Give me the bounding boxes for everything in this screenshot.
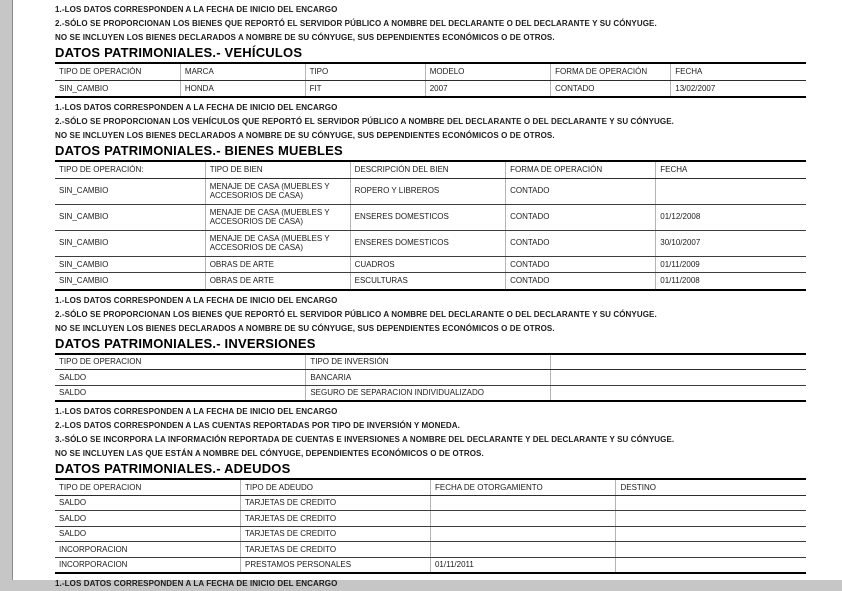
table-cell: SALDO — [55, 511, 240, 527]
table-cell: MENAJE DE CASA (MUEBLES Y ACCESORIOS DE CASA) — [205, 230, 350, 256]
table-row — [55, 256, 806, 273]
table-cell: CONTADO — [506, 273, 656, 290]
table-cell: 01/11/2008 — [656, 273, 806, 290]
table-header-row — [55, 63, 806, 80]
table-cell: SALDO — [59, 388, 87, 397]
note-line: NO SE INCLUYEN LAS QUE ESTÁN A NOMBRE DEL CÓNYUGE, DEPENDIENTES ECONÓMICOS O DE OTROS. — [55, 449, 484, 458]
table-cell: ENSERES DOMESTICOS — [350, 204, 505, 230]
top-notes-block — [55, 3, 806, 45]
table-cell: CONTADO — [506, 256, 656, 273]
table-row — [55, 526, 806, 542]
table-cell: SIN_CAMBIO — [55, 230, 205, 256]
column-header: MODELO — [425, 63, 550, 80]
table-row — [55, 385, 806, 401]
table-row — [55, 542, 806, 558]
column-header: TIPO DE ADEUDO — [240, 479, 430, 495]
table-cell: SALDO — [55, 495, 240, 511]
table-header-row — [55, 354, 806, 370]
table-cell — [430, 542, 615, 558]
adeudos-table — [55, 478, 806, 574]
note-line: NO SE INCLUYEN LOS BIENES DECLARADOS A NOMBRE DE SU CÓNYUGE, SUS DEPENDIENTES ECONÓMICOS O DE OTROS. — [55, 33, 555, 42]
table-cell — [430, 495, 615, 511]
table-cell — [430, 526, 615, 542]
note-line: 2.-SÓLO SE PROPORCIONAN LOS BIENES QUE REPORTÓ EL SERVIDOR PÚBLICO A NOMBRE DEL DECLARANTE O DEL DECLARANTE Y SU CÓNYUGE. — [55, 309, 657, 319]
column-header: FECHA — [656, 161, 806, 178]
table-cell: CONTADO — [506, 204, 656, 230]
note-line: 1.-LOS DATOS CORRESPONDEN A LA FECHA DE INICIO DEL ENCARGO — [55, 407, 338, 416]
bienes-muebles-table — [55, 160, 806, 291]
table-cell: CONTADO — [506, 230, 656, 256]
note-line: 1.-LOS DATOS CORRESPONDEN A LA FECHA DE INICIO DEL ENCARGO — [55, 5, 338, 14]
table-cell: OBRAS DE ARTE — [205, 273, 350, 290]
table-cell: OBRAS DE ARTE — [205, 256, 350, 273]
column-header: DESTINO — [616, 479, 806, 495]
column-header: TIPO DE OPERACION — [55, 479, 240, 495]
note-line: NO SE INCLUYEN LOS BIENES DECLARADOS A NOMBRE DE SU CÓNYUGE, SUS DEPENDIENTES ECONÓMICOS O DE OTROS. — [55, 131, 555, 140]
table-cell: SEGURO DE SEPARACION INDIVIDUALIZADO — [306, 385, 551, 401]
table-cell — [551, 370, 806, 386]
inversiones-notes-block — [55, 405, 806, 461]
column-header: FECHA DE OTORGAMIENTO — [430, 479, 615, 495]
table-cell: TARJETAS DE CREDITO — [240, 511, 430, 527]
page-left-margin — [0, 0, 12, 580]
note-line: 3.-SÓLO SE INCORPORA LA INFORMACIÓN REPORTADA DE CUENTAS E INVERSIONES A NOMBRE DEL DECLARANTE Y DEL DECLARANTE Y SU CÓNYUGE. — [55, 435, 675, 444]
table-cell: SIN_CAMBIO — [59, 276, 109, 285]
table-cell: CONTADO — [551, 80, 671, 97]
table-cell: ESCULTURAS — [350, 273, 505, 290]
section-title-adeudos: DATOS PATRIMONIALES.- ADEUDOS — [55, 461, 291, 476]
section-title-inversiones: DATOS PATRIMONIALES.- INVERSIONES — [55, 335, 316, 351]
table-row — [55, 80, 806, 97]
table-cell: FIT — [305, 80, 425, 97]
table-cell — [616, 511, 806, 527]
table-cell: PRESTAMOS PERSONALES — [240, 557, 430, 573]
table-cell: 13/02/2007 — [671, 80, 806, 97]
table-cell: 2007 — [425, 80, 550, 97]
table-cell: SIN_CAMBIO — [59, 83, 109, 93]
column-header — [551, 354, 806, 370]
table-cell: 01/11/2009 — [656, 256, 806, 273]
table-cell: SIN_CAMBIO — [55, 178, 205, 204]
table-cell: TARJETAS DE CREDITO — [240, 526, 430, 542]
note-line: 1.-LOS DATOS CORRESPONDEN A LA FECHA DE INICIO DEL ENCARGO — [55, 295, 338, 305]
table-cell: SIN_CAMBIO — [55, 256, 205, 273]
column-header: FORMA DE OPERACIÓN — [506, 161, 656, 178]
table-row — [55, 370, 806, 386]
note-line: 2.-SÓLO SE PROPORCIONAN LOS VEHÍCULOS QUE REPORTÓ EL SERVIDOR PÚBLICO A NOMBRE DEL DECLARANTE O DEL DECLARANTE Y SU CÓNYUGE. — [55, 117, 674, 126]
table-cell: 01/11/2011 — [430, 557, 615, 573]
table-cell: TARJETAS DE CREDITO — [240, 495, 430, 511]
page-content — [13, 0, 842, 591]
table-row — [55, 178, 806, 204]
table-cell: SIN_CAMBIO — [55, 204, 205, 230]
column-header: TIPO DE BIEN — [205, 161, 350, 178]
table-cell — [551, 385, 806, 401]
table-cell: HONDA — [180, 80, 305, 97]
table-cell — [616, 526, 806, 542]
adeudos-notes-block — [55, 577, 806, 591]
note-line: 2.-LOS DATOS CORRESPONDEN A LAS CUENTAS REPORTADAS POR TIPO DE INVERSIÓN Y MONEDA. — [55, 421, 460, 430]
vehiculos-notes-block — [55, 101, 806, 143]
table-row — [55, 557, 806, 573]
table-cell — [656, 178, 806, 204]
column-header: TIPO DE OPERACION — [55, 354, 306, 370]
table-cell: SALDO — [55, 526, 240, 542]
table-cell: MENAJE DE CASA (MUEBLES Y ACCESORIOS DE CASA) — [205, 204, 350, 230]
document-page — [12, 0, 842, 588]
section-title-bienes-muebles: DATOS PATRIMONIALES.- BIENES MUEBLES — [55, 143, 343, 158]
note-line: 1.-LOS DATOS CORRESPONDEN A LA FECHA DE INICIO DEL ENCARGO — [55, 579, 338, 588]
table-cell: INCORPORACION — [59, 560, 128, 569]
column-header: MARCA — [180, 63, 305, 80]
table-row — [55, 204, 806, 230]
column-header: FECHA — [671, 63, 806, 80]
table-row — [55, 273, 806, 290]
table-row — [55, 230, 806, 256]
table-row — [55, 511, 806, 527]
column-header: TIPO DE OPERACIÓN: — [55, 161, 205, 178]
inversiones-table — [55, 353, 806, 403]
table-cell — [616, 495, 806, 511]
note-line: 2.-SÓLO SE PROPORCIONAN LOS BIENES QUE REPORTÓ EL SERVIDOR PÚBLICO A NOMBRE DEL DECLARANTE O DEL DECLARANTE Y SU CÓNYUGE. — [55, 19, 657, 28]
table-cell: ENSERES DOMESTICOS — [350, 230, 505, 256]
vehiculos-table — [55, 62, 806, 98]
column-header: DESCRIPCIÓN DEL BIEN — [350, 161, 505, 178]
column-header: FORMA DE OPERACIÓN — [551, 63, 671, 80]
table-cell: SALDO — [55, 370, 306, 386]
table-header-row — [55, 479, 806, 495]
table-cell: ROPERO Y LIBREROS — [350, 178, 505, 204]
table-cell: CONTADO — [506, 178, 656, 204]
note-line: 1.-LOS DATOS CORRESPONDEN A LA FECHA DE INICIO DEL ENCARGO — [55, 103, 338, 112]
table-header-row — [55, 161, 806, 178]
table-cell: MENAJE DE CASA (MUEBLES Y ACCESORIOS DE CASA) — [205, 178, 350, 204]
table-cell — [430, 511, 615, 527]
table-cell — [616, 542, 806, 558]
column-header: TIPO DE INVERSIÓN — [306, 354, 551, 370]
table-row — [55, 495, 806, 511]
table-cell: BANCARIA — [306, 370, 551, 386]
section-title-vehiculos: DATOS PATRIMONIALES.- VEHÍCULOS — [55, 45, 303, 60]
note-line: NO SE INCLUYEN LOS BIENES DECLARADOS A NOMBRE DE SU CÓNYUGE, SUS DEPENDIENTES ECONÓMICOS O DE OTROS. — [55, 323, 555, 333]
table-cell: 01/12/2008 — [656, 204, 806, 230]
table-cell: CUADROS — [350, 256, 505, 273]
table-cell: TARJETAS DE CREDITO — [240, 542, 430, 558]
bienes-muebles-notes-block — [55, 294, 806, 336]
column-header: TIPO DE OPERACIÓN — [55, 63, 180, 80]
table-cell: 30/10/2007 — [656, 230, 806, 256]
table-cell — [616, 557, 806, 573]
table-cell: INCORPORACION — [55, 542, 240, 558]
column-header: TIPO — [305, 63, 425, 80]
